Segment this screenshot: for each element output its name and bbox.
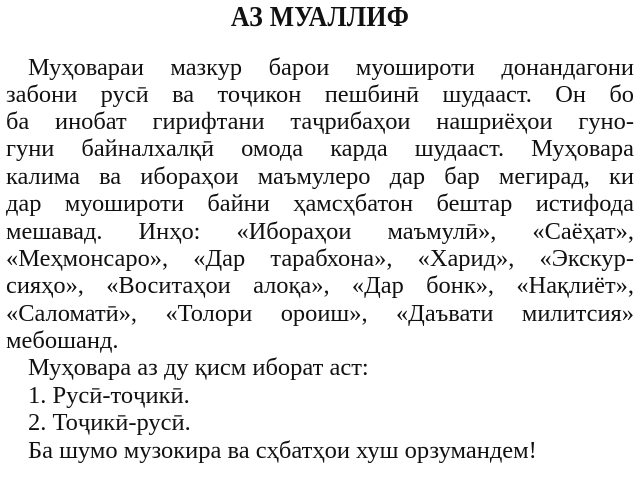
paragraph-line-3: ба инобат гирифтани таҷрибаҳои нашриёҳои гуно- [6, 108, 634, 135]
paragraph-line-7: мешавад. Инҳо: «Ибораҳои маъмулӣ», «Саёҳат», [6, 218, 634, 245]
paragraph-line-4: гуни байналхалқӣ омода карда шудааст. Муҳовара [6, 135, 634, 162]
paragraph-line-8: «Меҳмонсаро», «Дар тарабхона», «Харид», «Экскур- [6, 245, 634, 272]
paragraph-line-6: дар муошироти байни ҳамсҳбатон бештар истифода [6, 190, 634, 217]
paragraph-line-1: Муҳовараи мазкур барои муошироти донандагони [28, 54, 634, 81]
list-item-2: 2. Тоҷикӣ-русӣ. [28, 409, 191, 436]
closing-sentence: Ба шумо музокира ва сҳбатҳои хуш орзумандем! [28, 437, 537, 464]
paragraph-line-9: сияҳо», «Воситаҳои алоқа», «Дар бонк», «Нақлиёт», [6, 272, 634, 299]
paragraph-line-10: «Саломатӣ», «Толори ороиш», «Даъвати милитсия» [6, 300, 634, 327]
paragraph-line-11: мебошанд. [6, 327, 119, 354]
list-item-1: 1. Русӣ-тоҷикӣ. [28, 382, 190, 409]
page-title: АЗ МУАЛЛИФ [230, 2, 410, 33]
paragraph-line-5: калима ва ибораҳои маъмулеро дар бар мегирад, ки [6, 163, 634, 190]
intro-sentence: Муҳовара аз ду қисм иборат аст: [28, 354, 369, 381]
paragraph-line-2: забони русӣ ва тоҷикон пешбинӣ шудааст. Он бо [6, 81, 634, 108]
